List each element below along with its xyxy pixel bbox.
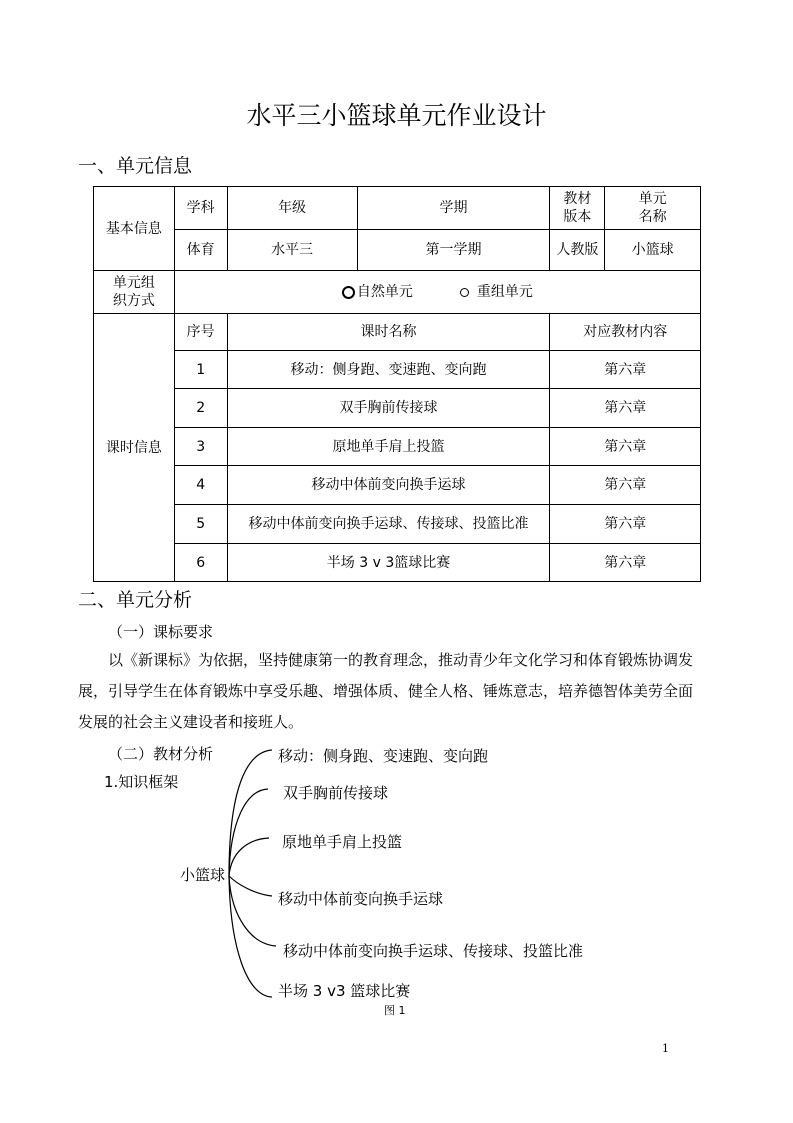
lesson-name: 移动中体前变向换手运球 xyxy=(227,466,550,505)
mindmap-branch-4: 移动中体前变向换手运球 xyxy=(278,890,444,908)
value-grade: 水平三 xyxy=(227,230,357,271)
lesson-number: 5 xyxy=(174,505,227,544)
mindmap-branch-3: 原地单手肩上投篮 xyxy=(282,833,403,851)
mindmap-branch-5: 移动中体前变向换手运球、传接球、投篮比准 xyxy=(283,942,584,960)
lesson-info-label: 课时信息 xyxy=(94,314,175,582)
lesson-content: 第六章 xyxy=(550,351,701,389)
value-subject: 体育 xyxy=(174,230,227,271)
figure-caption: 图 1 xyxy=(384,1004,406,1017)
curriculum-requirements-heading: （一）课标要求 xyxy=(108,623,214,641)
mindmap-center: 小篮球 xyxy=(180,866,226,884)
header-lesson-name: 课时名称 xyxy=(227,314,550,351)
header-number: 序号 xyxy=(174,314,227,351)
lesson-content: 第六章 xyxy=(550,428,701,466)
header-content: 对应教材内容 xyxy=(550,314,701,351)
knowledge-framework-heading: 1.知识框架 xyxy=(104,773,179,791)
value-unit-name: 小篮球 xyxy=(605,230,701,271)
page-title: 水平三小篮球单元作业设计 xyxy=(246,101,547,130)
lesson-name: 移动：侧身跑、变速跑、变向跑 xyxy=(227,351,550,389)
curriculum-requirements-paragraph: 以《新课标》为依据，坚持健康第一的教育理念，推动青少年文化学习和体育锻炼协调发展，引导学生在体育锻炼中享受乐趣、增强体质、健全人格、锤炼意志，培养德智体美劳全面发展的社会主义建设者和接班人。 xyxy=(78,651,694,731)
header-subject: 学科 xyxy=(174,187,227,230)
lesson-content: 第六章 xyxy=(550,544,701,582)
page-number: 1 xyxy=(662,1042,669,1055)
lesson-name: 双手胸前传接球 xyxy=(227,389,550,428)
lesson-content: 第六章 xyxy=(550,466,701,505)
value-textbook-version: 人教版 xyxy=(550,230,605,271)
lesson-number: 4 xyxy=(174,466,227,505)
lesson-number: 2 xyxy=(174,389,227,428)
lesson-number: 3 xyxy=(174,428,227,466)
lesson-number: 6 xyxy=(174,544,227,582)
section-unit-analysis-heading: 二、单元分析 xyxy=(78,589,193,611)
header-unit-name: 单元 名称 xyxy=(605,187,701,230)
section-unit-info-heading: 一、单元信息 xyxy=(78,155,193,177)
mindmap-branch-2: 双手胸前传接球 xyxy=(283,784,389,802)
textbook-analysis-heading: （二）教材分析 xyxy=(108,745,214,763)
header-term: 学期 xyxy=(357,187,550,230)
lesson-content: 第六章 xyxy=(550,389,701,428)
lesson-content: 第六章 xyxy=(550,505,701,544)
value-term: 第一学期 xyxy=(357,230,550,271)
lesson-name: 移动中体前变向换手运球、传接球、投篮比准 xyxy=(227,505,550,544)
header-grade: 年级 xyxy=(227,187,357,230)
lesson-name: 半场 3 v 3篮球比赛 xyxy=(227,544,550,582)
header-textbook-version: 教材 版本 xyxy=(550,187,605,230)
lesson-number: 1 xyxy=(174,351,227,389)
mindmap-branch-1: 移动：侧身跑、变速跑、变向跑 xyxy=(278,747,489,765)
natural-unit-label: 自然单元 xyxy=(356,284,413,300)
regroup-unit-label: 重组单元 xyxy=(476,284,533,300)
lesson-name: 原地单手肩上投篮 xyxy=(227,428,550,466)
mindmap-branch-6: 半场 3 v3 篮球比赛 xyxy=(278,982,411,1000)
basic-info-label: 基本信息 xyxy=(94,187,175,271)
org-label: 单元组 织方式 xyxy=(94,271,175,314)
